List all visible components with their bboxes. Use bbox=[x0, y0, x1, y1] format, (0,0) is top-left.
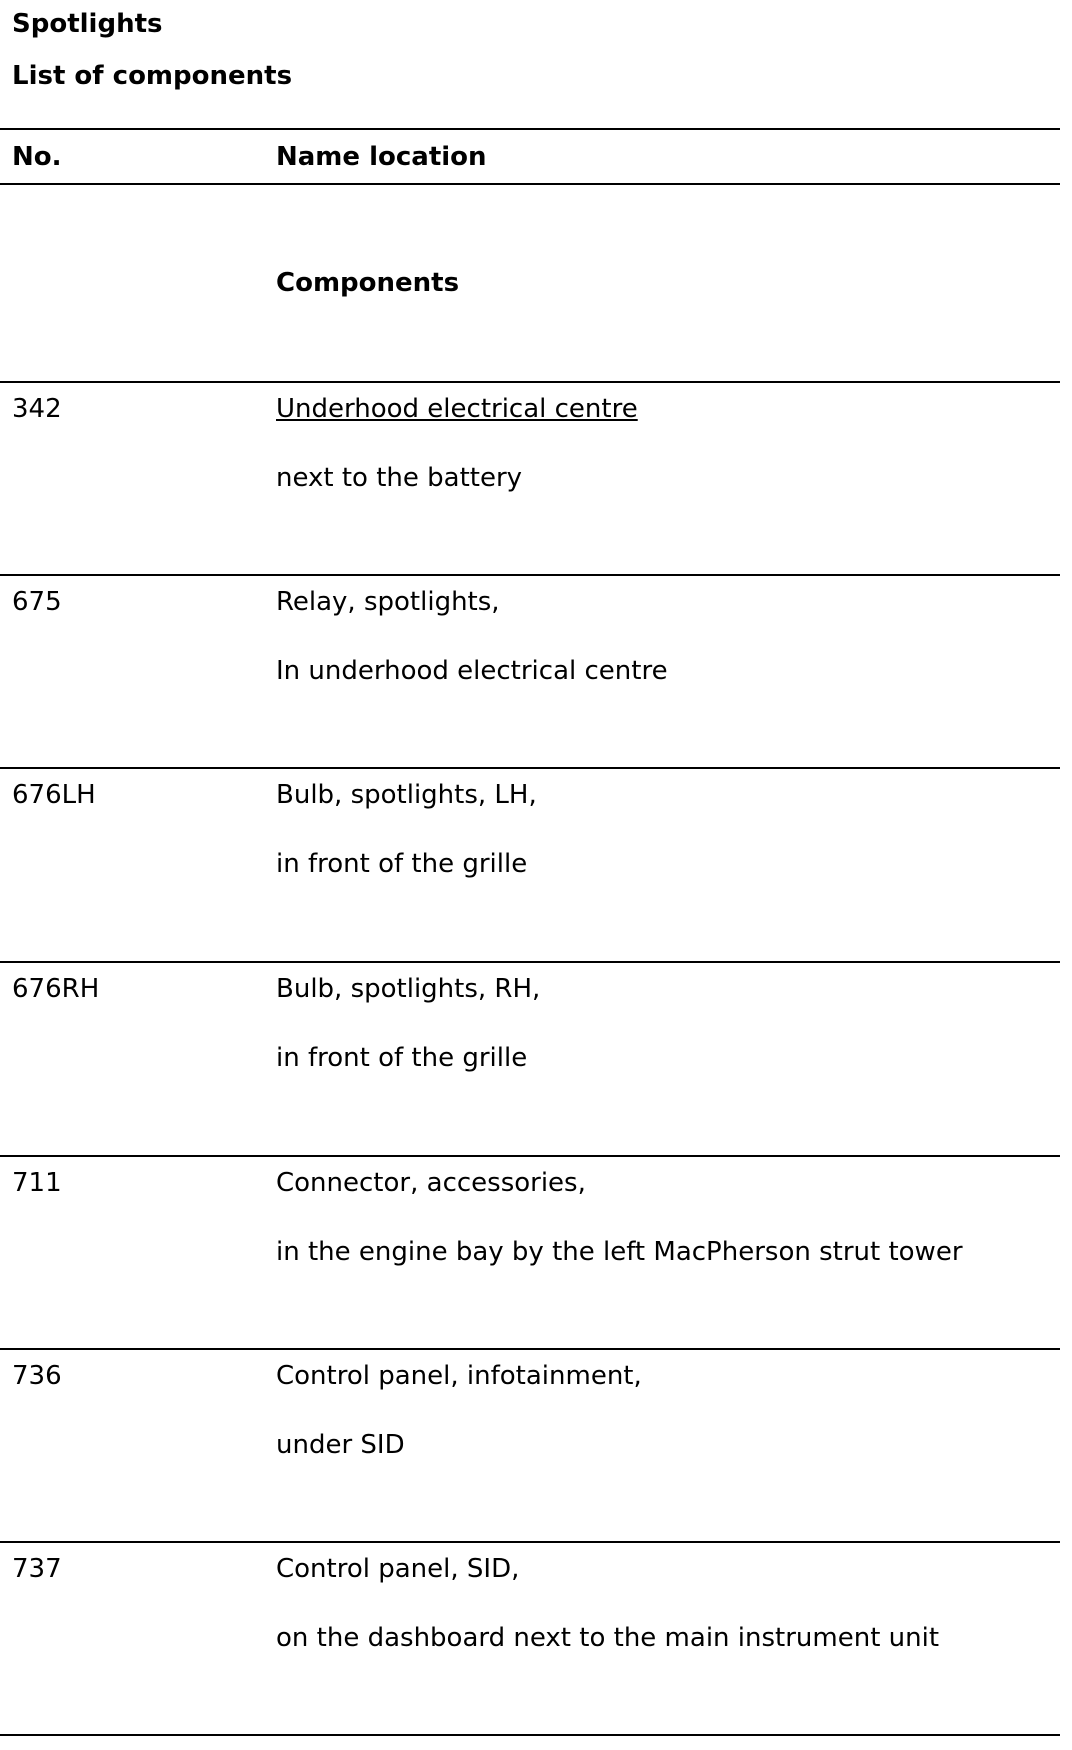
row-location: in the engine bay by the left MacPherson strut tower bbox=[276, 1237, 963, 1267]
page-title: Spotlights bbox=[12, 9, 163, 39]
row-no: 711 bbox=[12, 1168, 62, 1198]
row-rule bbox=[0, 1155, 1060, 1157]
row-name: Bulb, spotlights, RH, bbox=[276, 974, 541, 1004]
row-name: Control panel, SID, bbox=[276, 1554, 520, 1584]
table-top-rule bbox=[0, 128, 1060, 130]
header-no: No. bbox=[12, 142, 62, 172]
row-name-link[interactable]: Underhood electrical centre bbox=[276, 394, 638, 424]
row-name: Control panel, infotainment, bbox=[276, 1361, 642, 1391]
row-rule bbox=[0, 767, 1060, 769]
row-name: Connector, accessories, bbox=[276, 1168, 586, 1198]
row-location: in front of the grille bbox=[276, 1043, 528, 1073]
row-rule bbox=[0, 961, 1060, 963]
row-name: Bulb, spotlights, LH, bbox=[276, 780, 537, 810]
row-location: in front of the grille bbox=[276, 849, 528, 879]
row-location: under SID bbox=[276, 1430, 405, 1460]
row-location: on the dashboard next to the main instrument unit bbox=[276, 1623, 940, 1653]
row-name: Relay, spotlights, bbox=[276, 587, 500, 617]
section-label-components: Components bbox=[276, 268, 460, 298]
row-no: 736 bbox=[12, 1361, 62, 1391]
row-location: In underhood electrical centre bbox=[276, 656, 668, 686]
header-bottom-rule bbox=[0, 183, 1060, 185]
row-no: 342 bbox=[12, 394, 62, 424]
table-bottom-rule bbox=[0, 1734, 1060, 1736]
header-name-location: Name location bbox=[276, 142, 487, 172]
row-no: 737 bbox=[12, 1554, 62, 1584]
row-no: 676RH bbox=[12, 974, 100, 1004]
row-rule bbox=[0, 574, 1060, 576]
row-no: 675 bbox=[12, 587, 62, 617]
row-no: 676LH bbox=[12, 780, 96, 810]
row-rule bbox=[0, 381, 1060, 383]
list-subtitle: List of components bbox=[12, 61, 293, 91]
row-rule bbox=[0, 1348, 1060, 1350]
row-location: next to the battery bbox=[276, 463, 523, 493]
row-rule bbox=[0, 1541, 1060, 1543]
